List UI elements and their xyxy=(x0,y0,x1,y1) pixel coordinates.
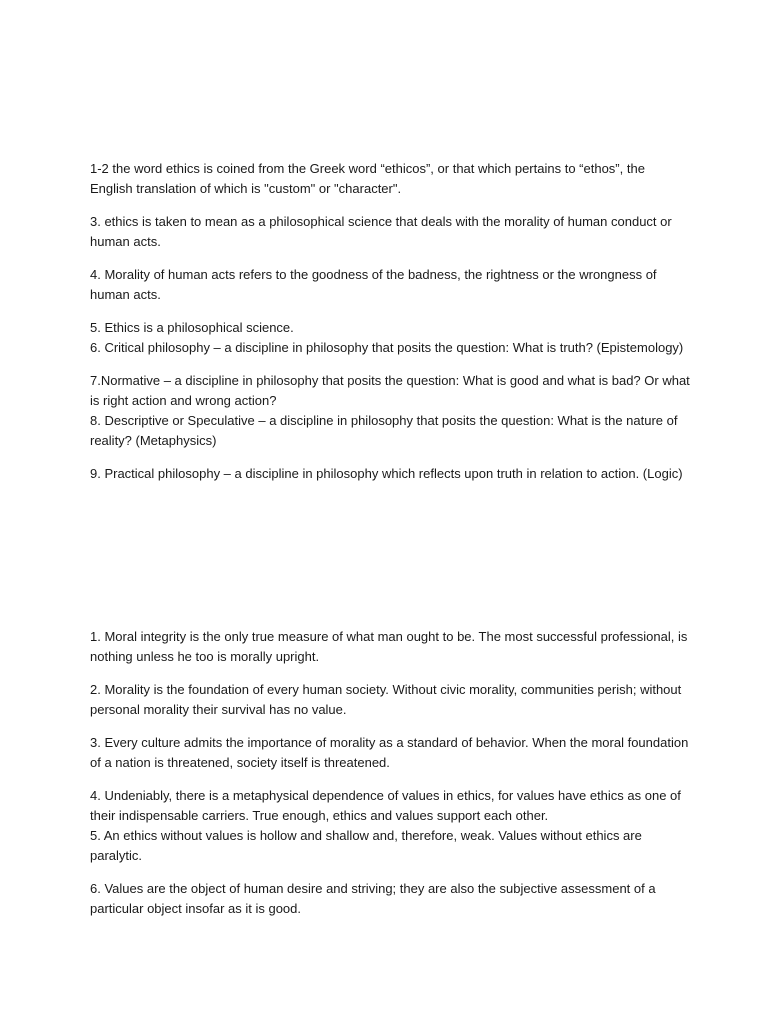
morality-values-section xyxy=(90,627,690,919)
paragraph-6: 6. Critical philosophy – a discipline in philosophy that posits the question: What is truth? (Epistemology) xyxy=(90,340,684,355)
paragraph-7: 7.Normative – a discipline in philosophy that posits the question: What is good and what is bad? Or what is right action and wrong action? xyxy=(90,373,690,408)
paragraph-1-2: 1-2 the word ethics is coined from the Greek word “ethicos”, or that which pertains to “ethos”, the English translation of which is "custom" or "character". xyxy=(90,161,645,196)
paragraph-3: 3. ethics is taken to mean as a philosophical science that deals with the morality of human conduct or human acts. xyxy=(90,214,672,249)
paragraph-5: 5. An ethics without values is hollow and shallow and, therefore, weak. Values without ethics are paralytic. xyxy=(90,828,642,863)
paragraph-8: 8. Descriptive or Speculative – a discipline in philosophy that posits the question: What is the nature of reality? (Metaphysics) xyxy=(90,413,678,448)
paragraph-5: 5. Ethics is a philosophical science. xyxy=(90,320,294,335)
paragraph-6: 6. Values are the object of human desire and striving; they are also the subjective assessment of a particular object insofar as it is good. xyxy=(90,881,656,916)
paragraph-2: 2. Morality is the foundation of every human society. Without civic morality, communities perish; without personal morality their survival has no value. xyxy=(90,682,682,717)
paragraph-4: 4. Undeniably, there is a metaphysical dependence of values in ethics, for values have ethics as one of their indispensable carriers. True enough, ethics and values support each other. xyxy=(90,788,681,823)
paragraph-4: 4. Morality of human acts refers to the goodness of the badness, the rightness or the wrongness of human acts. xyxy=(90,267,657,302)
paragraph-9: 9. Practical philosophy – a discipline in philosophy which reflects upon truth in relation to action. (Logic) xyxy=(90,466,683,481)
ethics-definitions-section xyxy=(90,159,690,484)
paragraph-3: 3. Every culture admits the importance of morality as a standard of behavior. When the moral foundation of a nation is threatened, society itself is threatened. xyxy=(90,735,689,770)
paragraph-1: 1. Moral integrity is the only true measure of what man ought to be. The most successful professional, is nothing unless he too is morally upright. xyxy=(90,629,688,664)
